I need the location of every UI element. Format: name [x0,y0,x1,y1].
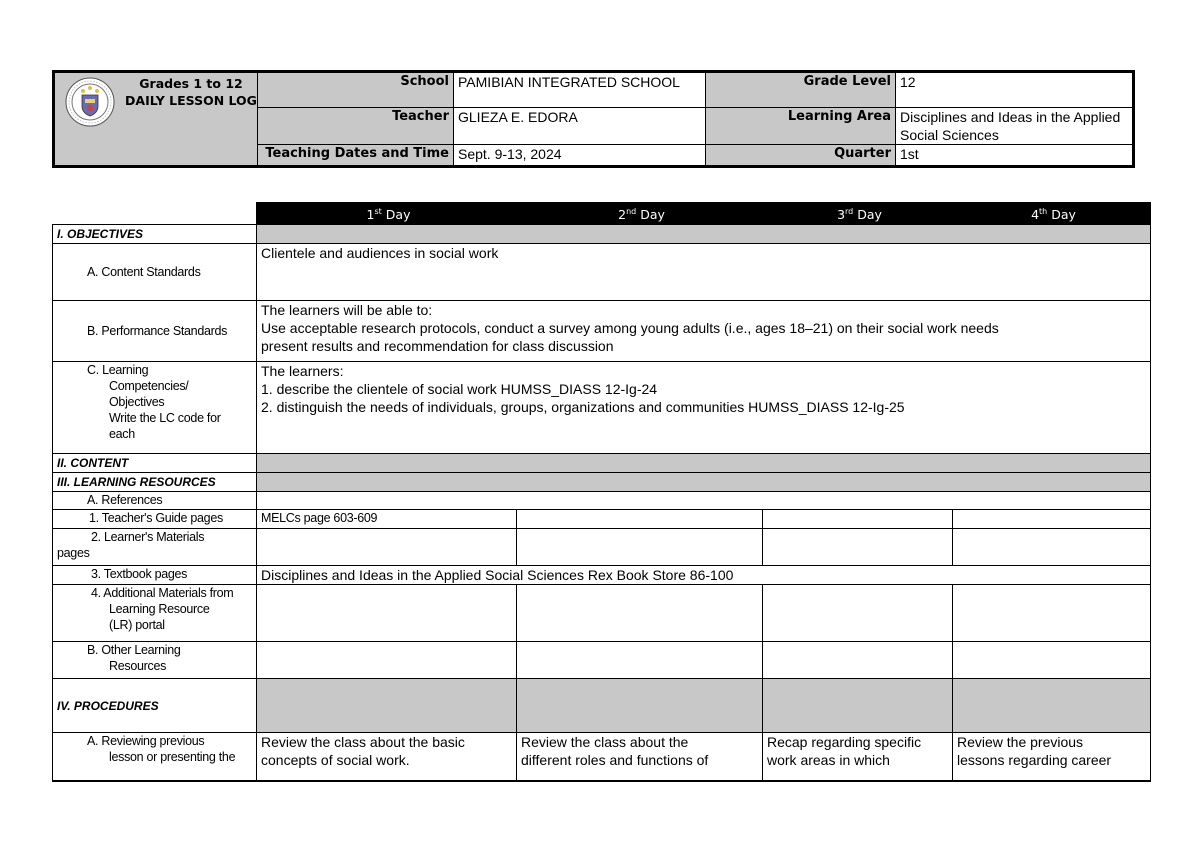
review-day-3: Recap regarding specific work areas in which [763,733,953,781]
additional-materials-label: 4. Additional Materials from Learning Resource (LR) portal [53,585,257,642]
review-day-1: Review the class about the basic concepts of social work. [257,733,517,781]
day-1-header: 1st Day [257,203,517,225]
teachers-guide-value: MELCs page 603-609 [257,510,517,529]
learning-area-value: Disciplines and Ideas in the Applied Social Sciences [896,108,1134,145]
quarter-label: Quarter [706,145,896,167]
performance-standards-value: The learners will be able to: Use acceptable research protocols, conduct a survey among young adults (i.e., ages 18–21) on their social work needs present results and recommendation for class discussion [257,301,1151,362]
review-lesson-label: A. Reviewing previous lesson or presenting the [53,733,257,781]
textbook-label: 3. Textbook pages [53,566,257,585]
dates-label: Teaching Dates and Time [258,145,454,167]
day-4-header: 4th Day [953,203,1151,225]
day-2-header: 2nd Day [517,203,763,225]
references-label: A. References [53,492,257,510]
learning-area-label: Learning Area [706,108,896,145]
teacher-label: Teacher [258,108,454,145]
title-line-2: DAILY LESSON LOG [125,93,257,108]
school-label: School [258,72,454,108]
other-resources-label: B. Other Learning Resources [53,642,257,679]
header-table [52,70,1135,168]
procedures-heading: IV. PROCEDURES [53,679,257,733]
title-block [54,72,258,167]
resources-heading: III. LEARNING RESOURCES [53,473,257,492]
learners-materials-label: 2. Learner's Materials pages [53,529,257,566]
review-day-2: Review the class about the different roles and functions of [517,733,763,781]
quarter-value: 1st [896,145,1134,167]
day-header-row [53,203,1151,225]
competencies-label: C. Learning Competencies/ Objectives Write the LC code for each [53,362,257,454]
grade-level-label: Grade Level [706,72,896,108]
content-standards-label: A. Content Standards [53,244,257,301]
performance-standards-label: B. Performance Standards [53,301,257,362]
content-standards-value: Clientele and audiences in social work [257,244,1151,301]
objectives-heading: I. OBJECTIVES [53,225,257,244]
day-3-header: 3rd Day [763,203,953,225]
textbook-value: Disciplines and Ideas in the Applied Social Sciences Rex Book Store 86-100 [257,566,1151,585]
teachers-guide-label: 1. Teacher's Guide pages [53,510,257,529]
dates-value: Sept. 9-13, 2024 [454,145,706,167]
competencies-value: The learners: 1. describe the clientele of social work HUMSS_DIASS 12-Ig-24 2. distinguish the needs of individuals, groups, organizations and communities HUMSS_DIASS 12-Ig-25 [257,362,1151,454]
grade-level-value: 12 [896,72,1134,108]
content-heading: II. CONTENT [53,454,257,473]
teacher-value: GLIEZA E. EDORA [454,108,706,145]
title-line-1: Grades 1 to 12 [139,76,243,91]
school-value: PAMIBIAN INTEGRATED SCHOOL [454,72,706,108]
lesson-log-table [52,202,1151,782]
review-day-4: Review the previous lessons regarding career [953,733,1151,781]
